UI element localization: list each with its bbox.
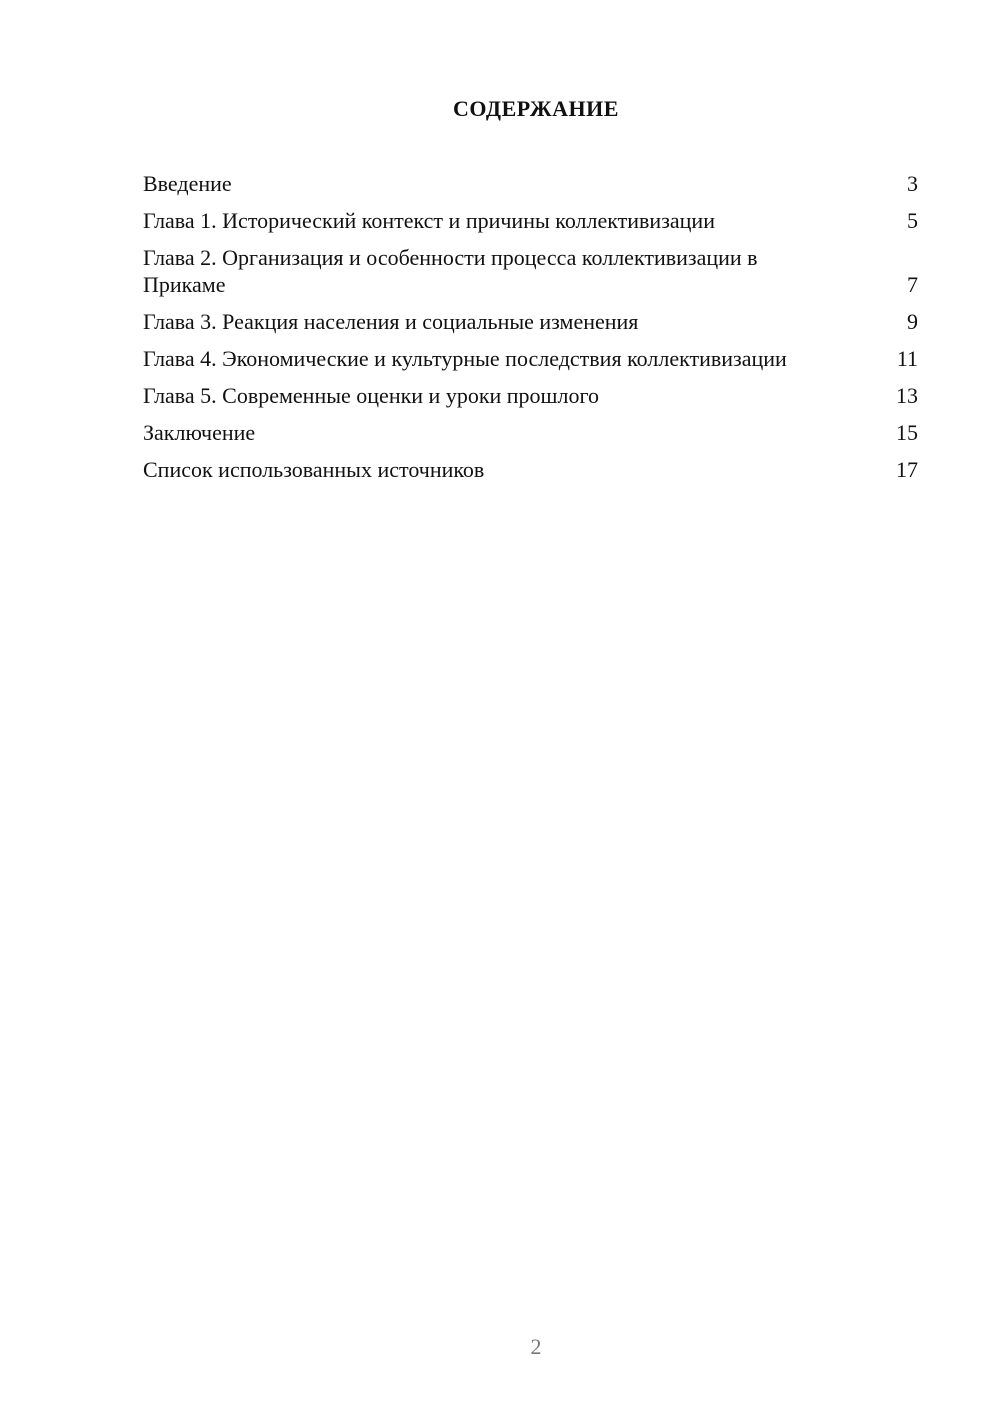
table-of-contents: [143, 170, 918, 493]
toc-entry-page: 15: [896, 420, 918, 445]
toc-entry-label: Глава 4. Экономические и культурные последствия коллективизации: [143, 346, 787, 371]
toc-entry-label: Заключение: [143, 420, 256, 445]
page-number: 2: [530, 1334, 542, 1359]
toc-entry-label: Список использованных источников: [143, 457, 485, 482]
toc-entry-label: Глава 3. Реакция населения и социальные изменения: [143, 309, 639, 334]
toc-entry-page: 3: [907, 171, 918, 196]
toc-entry-label: Глава 1. Исторический контекст и причины коллективизации: [143, 208, 715, 233]
toc-entry-page: 5: [907, 208, 918, 233]
toc-entry[interactable]: [143, 170, 918, 197]
page-title: СОДЕРЖАНИЕ: [453, 96, 619, 121]
toc-entry-label: Введение: [143, 171, 232, 196]
toc-entry[interactable]: [143, 382, 918, 409]
toc-entry[interactable]: [143, 244, 918, 298]
toc-entry[interactable]: [143, 207, 918, 234]
toc-entry-page: 17: [896, 457, 918, 482]
toc-entry-label: Глава 2. Организация и особенности процесса коллективизации в Прикаме: [143, 245, 758, 297]
toc-entry-label: Глава 5. Современные оценки и уроки прошлого: [143, 383, 599, 408]
toc-entry-page: 9: [907, 309, 918, 334]
toc-entry-page: 13: [896, 383, 918, 408]
toc-entry[interactable]: [143, 419, 918, 446]
toc-entry[interactable]: [143, 456, 918, 483]
toc-entry-page: 11: [896, 346, 918, 371]
toc-entry[interactable]: [143, 345, 918, 372]
toc-entry-page: 7: [907, 272, 918, 297]
toc-entry[interactable]: [143, 308, 918, 335]
